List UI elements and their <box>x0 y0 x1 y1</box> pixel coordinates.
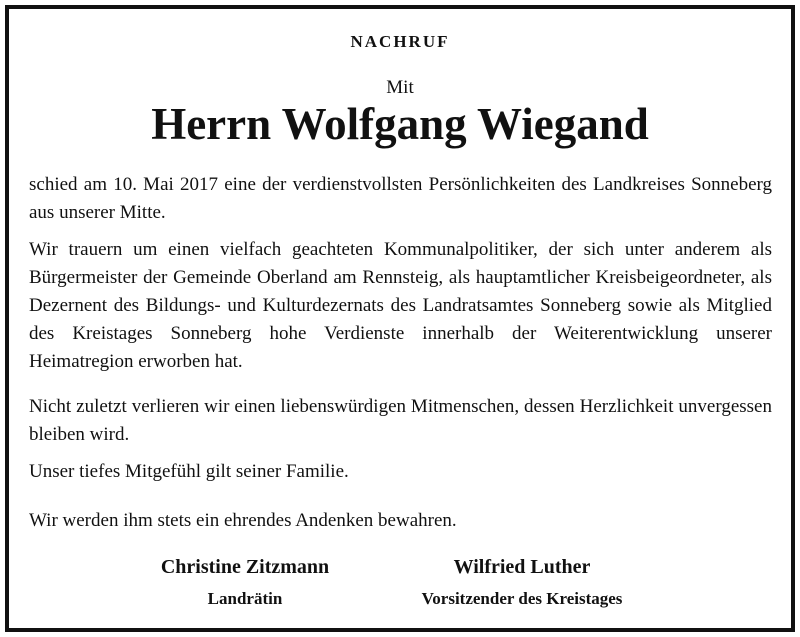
paragraph-death-notice: schied am 10. Mai 2017 eine der verdienstvollsten Persönlichkeiten des Landkreises Sonneberg aus unserer Mitte. <box>29 174 772 223</box>
intro-word: Mit <box>386 77 414 98</box>
paragraph-remembrance: Wir werden ihm stets ein ehrendes Andenken bewahren. <box>29 510 457 531</box>
paragraph-personal: Nicht zuletzt verlieren wir einen liebenswürdigen Mitmenschen, dessen Herzlichkeit unvergessen bleiben wird. <box>29 396 772 445</box>
paragraph-condolence: Unser tiefes Mitgefühl gilt seiner Familie. <box>29 461 349 482</box>
paragraph-career: Wir trauern um einen vielfach geachteten Kommunalpolitiker, der sich unter anderem als Bürgermeister der Gemeinde Oberland am Rennsteig, als hauptamtlicher Kreisbeigeordneter, als Dezernent des Bildungs- und Kulturdezernats des Landratsamtes Sonneberg sowie als Mitglied des Kreistages Sonneberg hohe Verdienste innerhalb der Weiterentwicklung unserer Heimatregion erworben hat. <box>29 239 772 372</box>
signatory-role: Landrätin <box>207 589 283 608</box>
signatory-role: Vorsitzender des Kreistages <box>421 589 623 608</box>
signatory-name: Wilfried Luther <box>453 556 591 578</box>
signatory-name: Christine Zitzmann <box>160 556 330 578</box>
deceased-name: Herrn Wolfgang Wiegand <box>151 99 649 149</box>
obituary-heading: NACHRUF <box>350 32 450 51</box>
